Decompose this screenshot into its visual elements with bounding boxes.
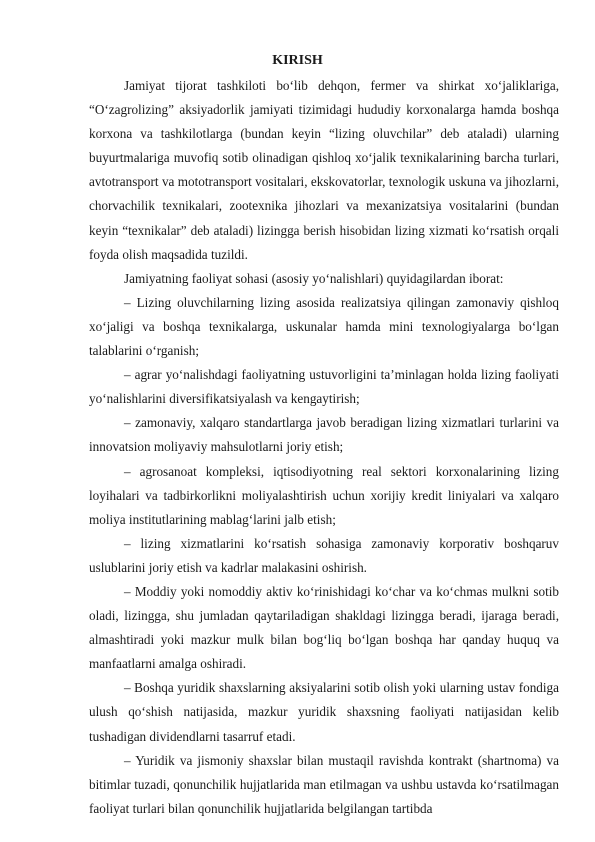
- list-item: – Lizing oluvchilarning lizing asosida realizatsiya qilingan zamonaviy qishloq xo‘jaligi va boshqa texnikalarga, uskunalar hamda mini texnologiyalarga bo‘lgan talablarini o‘rganish;: [89, 294, 559, 359]
- document-body: [89, 74, 559, 821]
- paragraph: Jamiyat tijorat tashkiloti bo‘lib dehqon, fermer va shirkat xo‘jaliklariga, “O‘zagrolizing” aksiyadorlik jamiyati tizimidagi hududiy korxonalarga hamda boshqa korxona va tashkilotlarga (bundan keyin “lizing oluvchilar” deb ataladi) ularning buyurtmalariga muvofiq sotib olinadigan qishloq xo‘jalik texnikalarining barcha turlari, avtotransport va mototransport vositalari, ekskovatorlar, texnologik uskuna va jihozlarni, chorvachilik texnikalari, zootexnika jihozlari va mexanizatsiya vositalarini (bundan keyin “texnikalar” deb ataladi) lizingga berish hisobidan lizing xizmati ko‘rsatish orqali foyda olish maqsadida tuzildi.: [89, 78, 559, 262]
- list-item: – Yuridik va jismoniy shaxslar bilan mustaqil ravishda kontrakt (shartnoma) va bitimlar tuzadi, qonunchilik hujjatlarida man etilmagan va ushbu ustavda ko‘rsatilmagan faoliyat turlari bilan qonunchilik hujjatlarida belgilangan tartibda: [89, 752, 559, 816]
- list-item: – lizing xizmatlarini ko‘rsatish sohasiga zamonaviy korporativ boshqaruv uslublarini joriy etish va kadrlar malakasini oshirish.: [89, 535, 559, 575]
- page-title: KIRISH: [272, 53, 323, 68]
- list-item: – zamonaviy, xalqaro standartlarga javob beradigan lizing xizmatlari turlarini va innovatsion moliyaviy mahsulotlarni joriy etish;: [89, 415, 559, 455]
- list-item: – Moddiy yoki nomoddiy aktiv ko‘rinishidagi ko‘char va ko‘chmas mulkni sotib oladi, lizingga, shu jumladan qaytariladigan shakldagi lizingga beradi, ijaraga beradi, almashtiradi yoki mazkur mulk bilan bog‘liq bo‘lgan boshqa har qanday huquq va manfaatlarni amalga oshiradi.: [89, 583, 559, 672]
- list-item: – agrar yo‘nalishdagi faoliyatning ustuvorligini ta’minlagan holda lizing faoliyati yo‘nalishlarini diversifikatsiyalash va kengaytirish;: [89, 367, 559, 407]
- list-item: – agrosanoat kompleksi, iqtisodiyotning real sektori korxonalarining lizing loyihalari va tadbirkorlikni moliyalashtirish uchun xorijiy kredit liniyalari va xalqaro moliya institutlarining mablag‘larini jalb etish;: [89, 463, 559, 527]
- list-item: – Boshqa yuridik shaxslarning aksiyalarini sotib olish yoki ularning ustav fondiga ulush qo‘shish natijasida, mazkur yuridik shaxsning faoliyati natijasidan kelib tushadigan dividendlarni tasarruf etadi.: [89, 680, 559, 744]
- paragraph: Jamiyatning faoliyat sohasi (asosiy yo‘nalishlari) quyidagilardan iborat:: [124, 270, 504, 286]
